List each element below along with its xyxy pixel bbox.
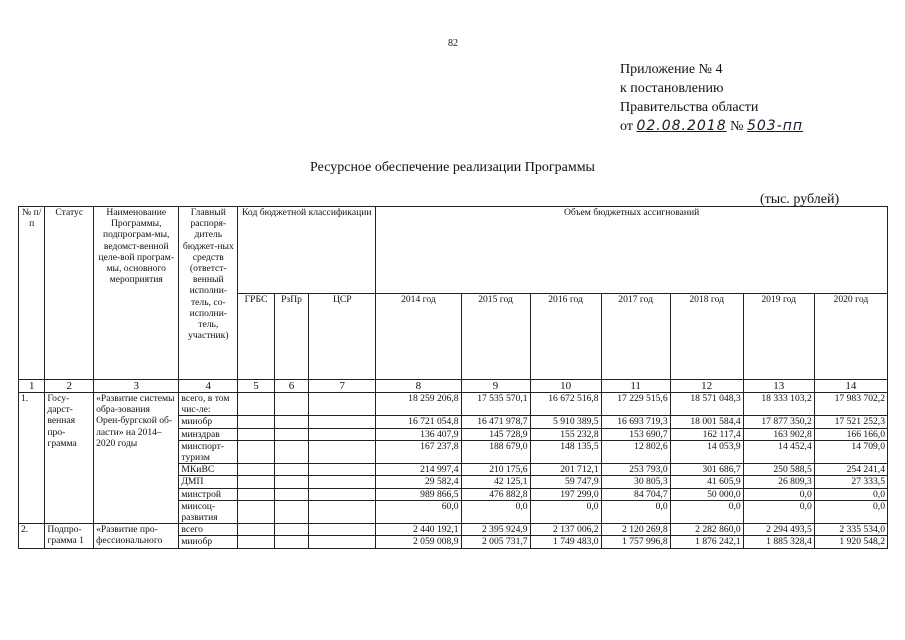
budget-code-cell	[274, 416, 309, 428]
header-year: 2014 год	[376, 293, 461, 380]
amount-cell: 0,0	[670, 500, 743, 523]
header-year: 2017 год	[601, 293, 670, 380]
amount-cell: 27 333,5	[814, 476, 887, 488]
number-prefix: №	[730, 119, 744, 134]
header-row-1	[19, 207, 888, 294]
appendix-block	[620, 60, 803, 136]
amount-cell: 0,0	[814, 500, 887, 523]
amount-cell: 254 241,4	[814, 464, 887, 476]
budget-table	[18, 206, 888, 549]
amount-cell: 16 672 516,8	[530, 393, 601, 416]
header-grbs: ГРБС	[238, 293, 275, 380]
header-name: Наименование Программы, подпрограм-мы, ведомст-венной целе-вой програм-мы, основного мероприятия	[94, 207, 179, 380]
amount-cell: 12 802,6	[601, 440, 670, 463]
budget-code-cell	[309, 393, 376, 416]
amount-cell: 167 237,8	[376, 440, 461, 463]
column-number: 4	[179, 380, 238, 393]
amount-cell: 0,0	[743, 500, 814, 523]
budget-code-cell	[238, 464, 275, 476]
budget-code-cell	[238, 428, 275, 440]
amount-cell: 253 793,0	[601, 464, 670, 476]
column-number: 6	[274, 380, 309, 393]
amount-cell: 162 117,4	[670, 428, 743, 440]
column-number: 2	[45, 380, 94, 393]
budget-code-cell	[309, 440, 376, 463]
header-status: Статус	[45, 207, 94, 380]
column-number: 3	[94, 380, 179, 393]
column-number: 8	[376, 380, 461, 393]
budget-code-cell	[238, 536, 275, 548]
amount-cell: 17 229 515,6	[601, 393, 670, 416]
status-cell: Госу-дарст-венная про-грамма	[45, 393, 94, 524]
budget-code-cell	[309, 476, 376, 488]
amount-cell: 2 282 860,0	[670, 524, 743, 536]
amount-cell: 18 001 584,4	[670, 416, 743, 428]
amount-cell: 2 440 192,1	[376, 524, 461, 536]
budget-code-cell	[238, 416, 275, 428]
amount-cell: 166 166,0	[814, 428, 887, 440]
appendix-line-1: Приложение № 4	[620, 62, 723, 77]
budget-code-cell	[238, 488, 275, 500]
status-cell: Подпро-грамма 1	[45, 524, 94, 548]
budget-code-cell	[274, 524, 309, 536]
amount-cell: 250 588,5	[743, 464, 814, 476]
budget-code-cell	[309, 464, 376, 476]
appendix-date-line	[620, 117, 803, 136]
budget-code-cell	[238, 476, 275, 488]
manager-cell: всего	[179, 524, 238, 536]
amount-cell: 0,0	[814, 488, 887, 500]
column-number: 11	[601, 380, 670, 393]
amount-cell: 476 882,8	[461, 488, 530, 500]
column-number: 13	[743, 380, 814, 393]
amount-cell: 155 232,8	[530, 428, 601, 440]
column-number: 5	[238, 380, 275, 393]
budget-code-cell	[238, 393, 275, 416]
budget-code-cell	[238, 524, 275, 536]
manager-cell: минобр	[179, 416, 238, 428]
budget-code-cell	[309, 416, 376, 428]
amount-cell: 0,0	[601, 500, 670, 523]
amount-cell: 0,0	[530, 500, 601, 523]
amount-cell: 2 395 924,9	[461, 524, 530, 536]
amount-cell: 16 693 719,3	[601, 416, 670, 428]
header-csr: ЦСР	[309, 293, 376, 380]
budget-code-cell	[309, 536, 376, 548]
amount-cell: 59 747,9	[530, 476, 601, 488]
header-year: 2015 год	[461, 293, 530, 380]
budget-code-cell	[274, 536, 309, 548]
name-cell: «Развитие про-фессионального	[94, 524, 179, 548]
amount-cell: 188 679,0	[461, 440, 530, 463]
amount-cell: 16 471 978,7	[461, 416, 530, 428]
header-year: 2019 год	[743, 293, 814, 380]
amount-cell: 1 757 996,8	[601, 536, 670, 548]
budget-code-cell	[274, 440, 309, 463]
amount-cell: 14 053,9	[670, 440, 743, 463]
column-number: 9	[461, 380, 530, 393]
amount-cell: 2 137 006,2	[530, 524, 601, 536]
amount-cell: 2 335 534,0	[814, 524, 887, 536]
amount-cell: 0,0	[461, 500, 530, 523]
amount-cell: 145 728,9	[461, 428, 530, 440]
manager-cell: ДМП	[179, 476, 238, 488]
amount-cell: 1 749 483,0	[530, 536, 601, 548]
header-manager: Главный распоря-дитель бюджет-ных средств (ответст-венный исполни-тель, со-исполни-тель, участник)	[179, 207, 238, 380]
amount-cell: 2 120 269,8	[601, 524, 670, 536]
amount-cell: 1 885 328,4	[743, 536, 814, 548]
amount-cell: 210 175,6	[461, 464, 530, 476]
amount-cell: 14 452,4	[743, 440, 814, 463]
column-number: 14	[814, 380, 887, 393]
amount-cell: 30 805,3	[601, 476, 670, 488]
budget-code-cell	[274, 476, 309, 488]
manager-cell: минздрав	[179, 428, 238, 440]
date-value: 02.08.2018	[636, 118, 727, 134]
budget-code-cell	[238, 500, 275, 523]
budget-code-cell	[309, 488, 376, 500]
amount-cell: 17 535 570,1	[461, 393, 530, 416]
amount-cell: 26 809,3	[743, 476, 814, 488]
budget-code-cell	[309, 428, 376, 440]
column-number-row	[19, 380, 888, 393]
amount-cell: 84 704,7	[601, 488, 670, 500]
manager-cell: всего, в том чис-ле:	[179, 393, 238, 416]
budget-code-cell	[309, 500, 376, 523]
appendix-line-3: Правительства области	[620, 100, 759, 115]
appendix-line-2: к постановлению	[620, 81, 724, 96]
budget-code-cell	[274, 393, 309, 416]
amount-cell: 2 059 008,9	[376, 536, 461, 548]
column-number: 12	[670, 380, 743, 393]
amount-cell: 42 125,1	[461, 476, 530, 488]
amount-cell: 1 920 548,2	[814, 536, 887, 548]
table-row	[19, 393, 888, 416]
number-value: 503-пп	[746, 118, 804, 134]
header-allocations: Объем бюджетных ассигнований	[376, 207, 888, 294]
header-year: 2016 год	[530, 293, 601, 380]
amount-cell: 18 259 206,8	[376, 393, 461, 416]
program-section	[19, 393, 888, 524]
header-budget-code: Код бюджетной классификации	[238, 207, 376, 294]
amount-cell: 301 686,7	[670, 464, 743, 476]
amount-cell: 153 690,7	[601, 428, 670, 440]
document-title-text: Ресурсное обеспечение реализации Программы	[310, 160, 595, 175]
budget-code-cell	[274, 428, 309, 440]
date-prefix: от	[620, 119, 633, 134]
units-label: (тыс. рублей)	[760, 192, 840, 207]
column-number: 7	[309, 380, 376, 393]
amount-cell: 0,0	[743, 488, 814, 500]
amount-cell: 214 997,4	[376, 464, 461, 476]
amount-cell: 41 605,9	[670, 476, 743, 488]
manager-cell: минспорт-туризм	[179, 440, 238, 463]
amount-cell: 14 709,0	[814, 440, 887, 463]
amount-cell: 5 910 389,5	[530, 416, 601, 428]
subprogram-section	[19, 524, 888, 548]
amount-cell: 197 299,0	[530, 488, 601, 500]
amount-cell: 18 333 103,2	[743, 393, 814, 416]
amount-cell: 17 877 350,2	[743, 416, 814, 428]
amount-cell: 18 571 048,3	[670, 393, 743, 416]
document-title	[0, 160, 905, 176]
budget-code-cell	[274, 500, 309, 523]
amount-cell: 2 005 731,7	[461, 536, 530, 548]
amount-cell: 989 866,5	[376, 488, 461, 500]
amount-cell: 163 902,8	[743, 428, 814, 440]
page-number: 82	[448, 38, 458, 49]
budget-code-cell	[238, 440, 275, 463]
amount-cell: 17 983 702,2	[814, 393, 887, 416]
column-number: 1	[19, 380, 45, 393]
row-number-cell: 2.	[19, 524, 45, 548]
amount-cell: 16 721 054,8	[376, 416, 461, 428]
budget-code-cell	[274, 488, 309, 500]
table-row	[19, 524, 888, 536]
column-number: 10	[530, 380, 601, 393]
header-num: № п/п	[19, 207, 45, 380]
budget-code-cell	[274, 464, 309, 476]
amount-cell: 1 876 242,1	[670, 536, 743, 548]
manager-cell: минсоц-развития	[179, 500, 238, 523]
amount-cell: 136 407,9	[376, 428, 461, 440]
amount-cell: 29 582,4	[376, 476, 461, 488]
manager-cell: МКиВС	[179, 464, 238, 476]
header-year: 2018 год	[670, 293, 743, 380]
budget-code-cell	[309, 524, 376, 536]
amount-cell: 60,0	[376, 500, 461, 523]
header-rzpr: РзПр	[274, 293, 309, 380]
header-year: 2020 год	[814, 293, 887, 380]
manager-cell: минстрой	[179, 488, 238, 500]
name-cell: «Развитие системы обра-зования Орен-бургской об-ласти» на 2014–2020 годы	[94, 393, 179, 524]
row-number-cell: 1.	[19, 393, 45, 524]
amount-cell: 2 294 493,5	[743, 524, 814, 536]
amount-cell: 201 712,1	[530, 464, 601, 476]
amount-cell: 50 000,0	[670, 488, 743, 500]
manager-cell: минобр	[179, 536, 238, 548]
amount-cell: 148 135,5	[530, 440, 601, 463]
amount-cell: 17 521 252,3	[814, 416, 887, 428]
